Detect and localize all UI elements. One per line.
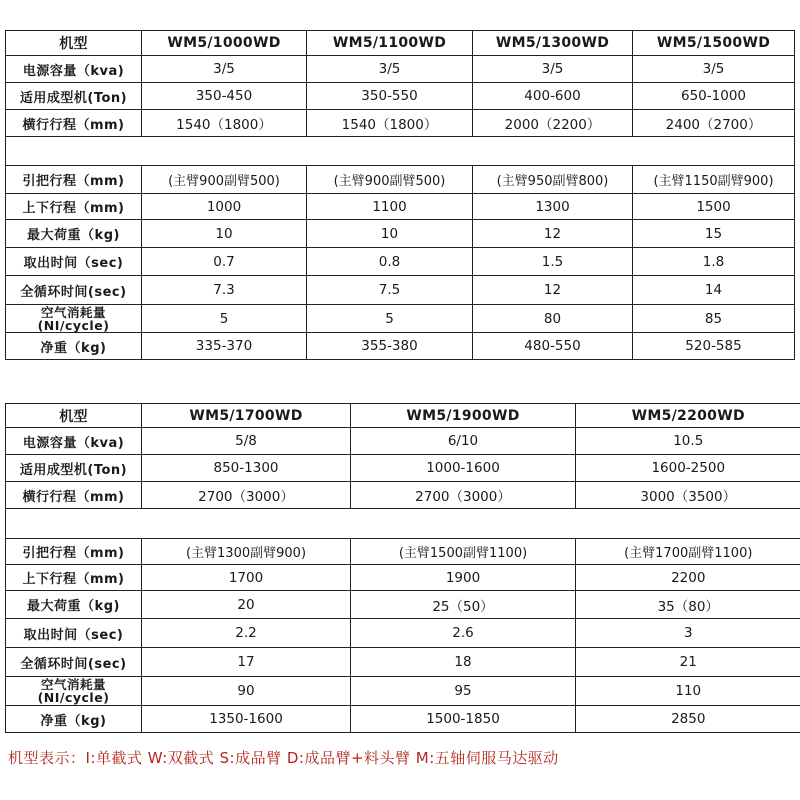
cell-value: 1500 bbox=[633, 194, 795, 220]
cell-value: 3 bbox=[576, 619, 800, 648]
cell-value: 5 bbox=[142, 305, 307, 333]
cell-value: (主臂1500副臂1100) bbox=[351, 539, 576, 565]
cell-value: 10 bbox=[307, 220, 473, 248]
cell-value: 2700（3000） bbox=[351, 482, 576, 509]
cell-value: 2200 bbox=[576, 565, 800, 591]
table-row bbox=[6, 194, 795, 220]
cell-value: 3/5 bbox=[307, 56, 473, 83]
cell-value: 6/10 bbox=[351, 428, 576, 455]
cell-value: 1600-2500 bbox=[576, 455, 800, 482]
table-row bbox=[6, 276, 795, 305]
cell-value: 12 bbox=[473, 220, 633, 248]
cell-value: 2400（2700） bbox=[633, 110, 795, 137]
row-label-line: 空气消耗量 bbox=[40, 677, 106, 692]
row-label: 适用成型机(Ton) bbox=[6, 83, 142, 110]
row-label: 净重（kg) bbox=[6, 706, 142, 733]
table-row bbox=[6, 166, 795, 194]
table-row bbox=[6, 56, 795, 83]
table-row bbox=[6, 305, 795, 333]
table-header-row bbox=[6, 404, 800, 428]
table-row bbox=[6, 333, 795, 360]
cell-value: 20 bbox=[142, 591, 351, 619]
cell-value: 10 bbox=[142, 220, 307, 248]
table-row bbox=[6, 428, 800, 455]
row-label: 横行行程（mm) bbox=[6, 482, 142, 509]
row-label bbox=[6, 305, 142, 333]
cell-value: 3/5 bbox=[473, 56, 633, 83]
row-label: 电源容量（kva) bbox=[6, 428, 142, 455]
table-row bbox=[6, 482, 800, 509]
cell-value: 355-380 bbox=[307, 333, 473, 360]
table-spacer-row bbox=[6, 137, 795, 166]
spec-table-1 bbox=[5, 30, 795, 360]
model-name: WM5/1900WD bbox=[351, 404, 576, 428]
table-row bbox=[6, 648, 800, 677]
cell-value: 2850 bbox=[576, 706, 800, 733]
row-label: 最大荷重（kg) bbox=[6, 220, 142, 248]
row-label-line: (NI/cycle) bbox=[37, 690, 110, 705]
cell-value: 480-550 bbox=[473, 333, 633, 360]
cell-value: 10.5 bbox=[576, 428, 800, 455]
model-name: WM5/1700WD bbox=[142, 404, 351, 428]
cell-value: 400-600 bbox=[473, 83, 633, 110]
spacer-cell bbox=[6, 137, 795, 166]
cell-value: 5/8 bbox=[142, 428, 351, 455]
cell-value: 2700（3000） bbox=[142, 482, 351, 509]
table-row bbox=[6, 591, 800, 619]
table-row bbox=[6, 677, 800, 706]
row-label: 全循环时间(sec) bbox=[6, 276, 142, 305]
cell-value: 7.3 bbox=[142, 276, 307, 305]
cell-value: (主臂1150副臂900) bbox=[633, 166, 795, 194]
table-row bbox=[6, 539, 800, 565]
table-row bbox=[6, 455, 800, 482]
cell-value: (主臂1700副臂1100) bbox=[576, 539, 800, 565]
row-label-line: 空气消耗量 bbox=[40, 304, 106, 320]
cell-value: 0.8 bbox=[307, 248, 473, 276]
model-name: WM5/1000WD bbox=[142, 31, 307, 56]
row-label: 全循环时间(sec) bbox=[6, 648, 142, 677]
cell-value: 3/5 bbox=[142, 56, 307, 83]
model-name: WM5/1300WD bbox=[473, 31, 633, 56]
spec-table-2 bbox=[5, 403, 800, 733]
cell-value: 90 bbox=[142, 677, 351, 706]
cell-value: (主臂1300副臂900) bbox=[142, 539, 351, 565]
table-row bbox=[6, 248, 795, 276]
cell-value: 95 bbox=[351, 677, 576, 706]
row-label: 净重（kg) bbox=[6, 333, 142, 360]
cell-value: (主臂900副臂500) bbox=[142, 166, 307, 194]
cell-value: 7.5 bbox=[307, 276, 473, 305]
cell-value: 2000（2200） bbox=[473, 110, 633, 137]
cell-value: 1300 bbox=[473, 194, 633, 220]
row-label: 电源容量（kva) bbox=[6, 56, 142, 83]
table-spacer-row bbox=[6, 509, 800, 539]
row-label: 取出时间（sec) bbox=[6, 248, 142, 276]
cell-value: 3/5 bbox=[633, 56, 795, 83]
model-name: WM5/1500WD bbox=[633, 31, 795, 56]
cell-value: 1900 bbox=[351, 565, 576, 591]
cell-value: 35（80） bbox=[576, 591, 800, 619]
cell-value: 350-450 bbox=[142, 83, 307, 110]
row-label: 最大荷重（kg) bbox=[6, 591, 142, 619]
table-header-row bbox=[6, 31, 795, 56]
cell-value: 17 bbox=[142, 648, 351, 677]
cell-value: 1100 bbox=[307, 194, 473, 220]
model-name: WM5/1100WD bbox=[307, 31, 473, 56]
cell-value: 520-585 bbox=[633, 333, 795, 360]
cell-value: 335-370 bbox=[142, 333, 307, 360]
row-label: 适用成型机(Ton) bbox=[6, 455, 142, 482]
cell-value: 1700 bbox=[142, 565, 351, 591]
model-name: WM5/2200WD bbox=[576, 404, 800, 428]
row-label: 上下行程（mm) bbox=[6, 194, 142, 220]
cell-value: 2.2 bbox=[142, 619, 351, 648]
cell-value: 18 bbox=[351, 648, 576, 677]
cell-value: 21 bbox=[576, 648, 800, 677]
cell-value: 1000-1600 bbox=[351, 455, 576, 482]
cell-value: 2.6 bbox=[351, 619, 576, 648]
cell-value: 1500-1850 bbox=[351, 706, 576, 733]
cell-value: 25（50） bbox=[351, 591, 576, 619]
header-model-label: 机型 bbox=[6, 404, 142, 428]
cell-value: 650-1000 bbox=[633, 83, 795, 110]
cell-value: 3000（3500） bbox=[576, 482, 800, 509]
cell-value: 350-550 bbox=[307, 83, 473, 110]
row-label: 上下行程（mm) bbox=[6, 565, 142, 591]
cell-value: 1.5 bbox=[473, 248, 633, 276]
cell-value: 15 bbox=[633, 220, 795, 248]
model-legend-note: 机型表示：I:单截式 W:双截式 S:成品臂 D:成品臂+料头臂 M:五轴伺服马达驱动 bbox=[8, 749, 559, 767]
cell-value: 0.7 bbox=[142, 248, 307, 276]
spacer-cell bbox=[6, 509, 800, 539]
cell-value: (主臂950副臂800) bbox=[473, 166, 633, 194]
row-label: 引把行程（mm) bbox=[6, 539, 142, 565]
cell-value: 850-1300 bbox=[142, 455, 351, 482]
row-label-line: (NI/cycle) bbox=[37, 317, 110, 333]
cell-value: 1.8 bbox=[633, 248, 795, 276]
header-model-label: 机型 bbox=[6, 31, 142, 56]
cell-value: 1540（1800） bbox=[307, 110, 473, 137]
row-label bbox=[6, 677, 142, 706]
table-row bbox=[6, 619, 800, 648]
row-label: 取出时间（sec) bbox=[6, 619, 142, 648]
table-row bbox=[6, 565, 800, 591]
table-row bbox=[6, 83, 795, 110]
cell-value: 12 bbox=[473, 276, 633, 305]
row-label: 横行行程（mm) bbox=[6, 110, 142, 137]
cell-value: 1000 bbox=[142, 194, 307, 220]
table-row bbox=[6, 220, 795, 248]
cell-value: 14 bbox=[633, 276, 795, 305]
cell-value: 5 bbox=[307, 305, 473, 333]
cell-value: 1350-1600 bbox=[142, 706, 351, 733]
cell-value: 80 bbox=[473, 305, 633, 333]
cell-value: (主臂900副臂500) bbox=[307, 166, 473, 194]
table-row bbox=[6, 110, 795, 137]
table-row bbox=[6, 706, 800, 733]
row-label: 引把行程（mm) bbox=[6, 166, 142, 194]
cell-value: 110 bbox=[576, 677, 800, 706]
cell-value: 85 bbox=[633, 305, 795, 333]
cell-value: 1540（1800） bbox=[142, 110, 307, 137]
